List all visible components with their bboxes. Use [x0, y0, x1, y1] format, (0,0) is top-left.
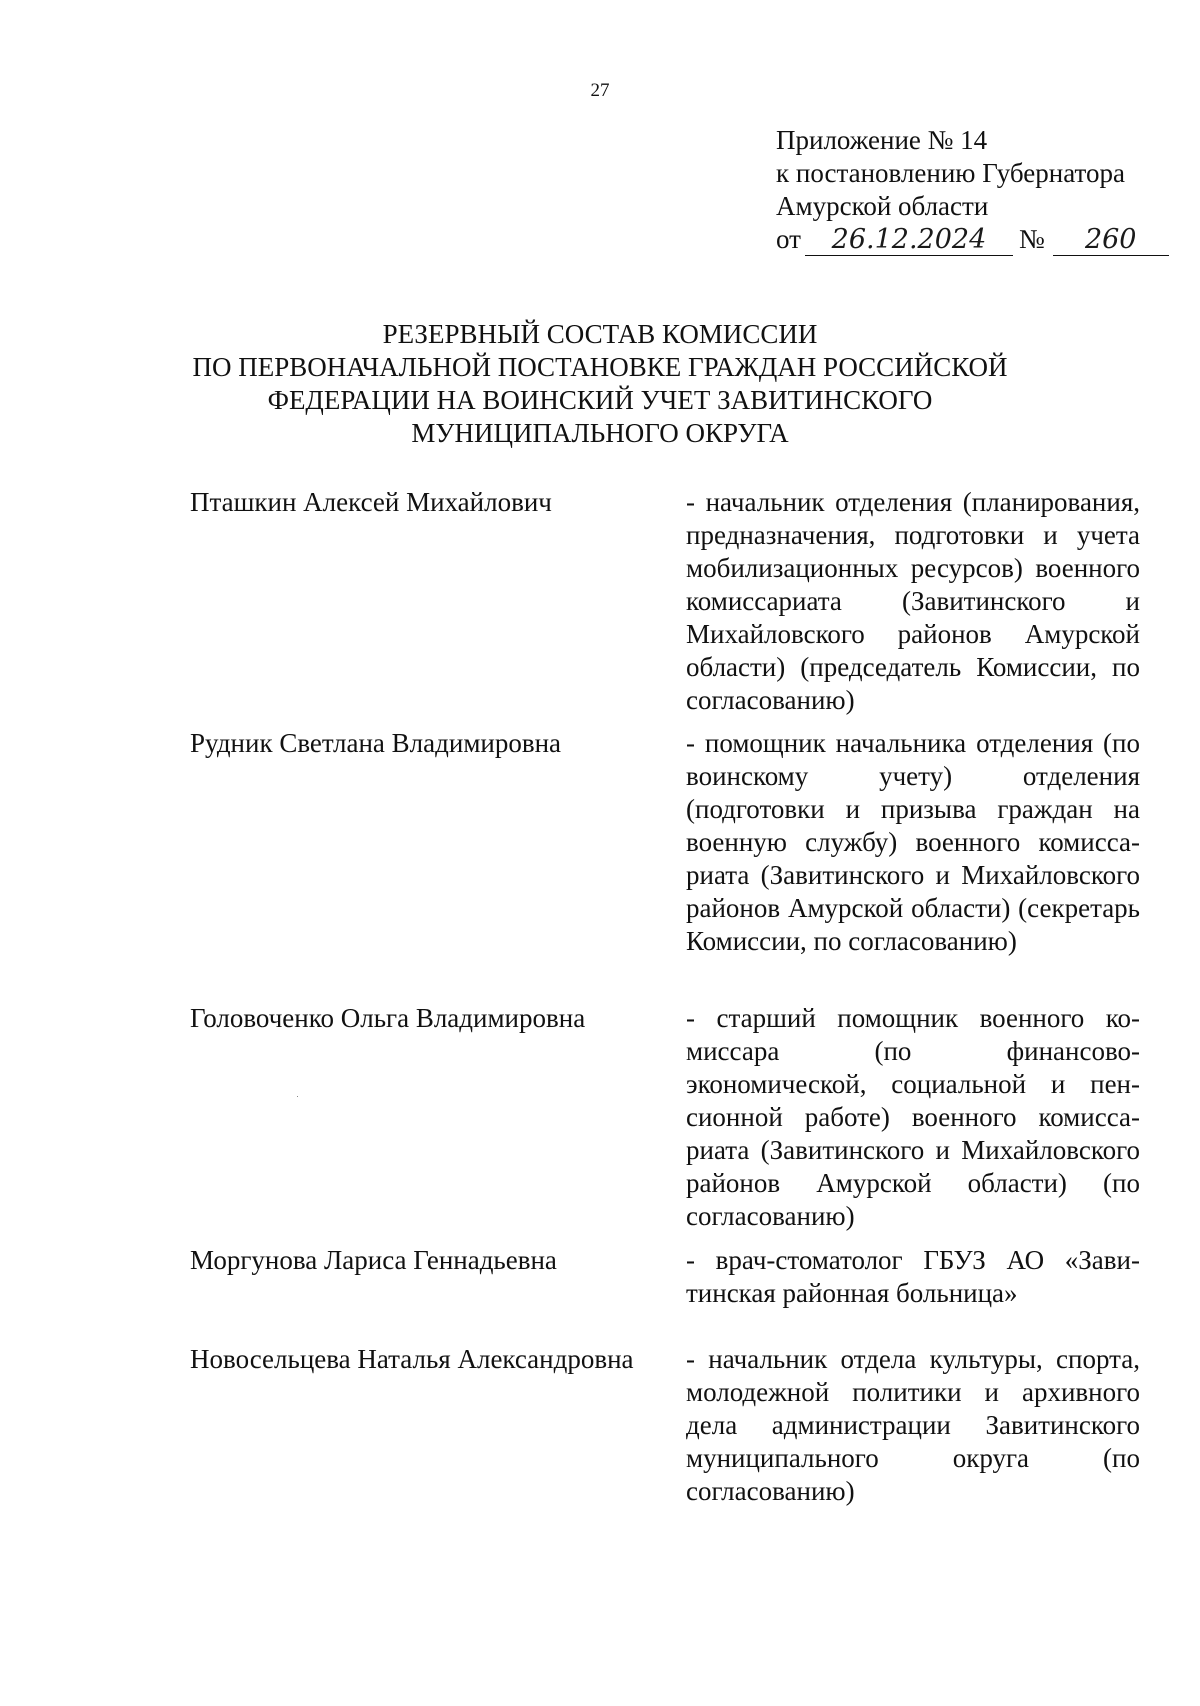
member-role: - начальник отделения (планирования, предназначения, подготовки и учета мобилизационных ресурсов) военного комиссариата (Завитинского и Михайловского районов Амурской области) (председатель Комиссии, по согласованию)	[686, 487, 1140, 715]
member-row	[190, 1343, 1140, 1508]
title-line-3: ФЕДЕРАЦИИ НА ВОИНСКИЙ УЧЕТ ЗАВИТИНСКОГО	[267, 385, 933, 415]
member-role: - старший помощник военного комиссара (по финансово-экономической, социальной и пенсионной работе) военного комиссариата (Завитинского и Михайловского районов Амурской области) (по согласованию)	[686, 1003, 1140, 1231]
member-name: Моргунова Лариса Геннадьевна	[190, 1245, 557, 1275]
member-role: - врач-стоматолог ГБУЗ АО «Завитинская районная больница»	[686, 1245, 1140, 1308]
appendix-signature-line	[776, 223, 1169, 256]
member-row	[190, 727, 1140, 1002]
appendix-block	[776, 124, 1169, 256]
scan-speck	[297, 1096, 298, 1097]
from-label: от	[776, 224, 801, 254]
title-line-1: РЕЗЕРВНЫЙ СОСТАВ КОМИССИИ	[382, 319, 818, 349]
member-row	[190, 1244, 1140, 1343]
member-name: Новосельцева Наталья Александровна	[190, 1344, 634, 1374]
members-list	[190, 486, 1140, 1508]
member-row	[190, 1002, 1140, 1244]
page-number: 27	[590, 80, 610, 101]
member-name: Пташкин Алексей Михайлович	[190, 487, 552, 517]
member-name: Головоченко Ольга Владимировна	[190, 1003, 586, 1033]
appendix-line-1: Приложение № 14	[776, 125, 988, 155]
title-line-4: МУНИЦИПАЛЬНОГО ОКРУГА	[411, 418, 789, 448]
member-name: Рудник Светлана Владимировна	[190, 728, 562, 758]
member-role: - помощник начальника отделения (по воинскому учету) отделения (подготовки и призыва граждан на военную службу) военного комиссариата (Завитинского и Михайловского районов Амурской области) (секретарь Комиссии, по согласованию)	[686, 728, 1140, 956]
appendix-line-2: к постановлению Губернатора	[776, 158, 1125, 188]
member-role: - начальник отдела культуры, спорта, молодежной политики и архивного дела администрации Завитинского муниципального округа (по согласованию)	[686, 1344, 1140, 1506]
appendix-line-3: Амурской области	[776, 191, 989, 221]
handwritten-date: 26.12.2024	[805, 225, 1013, 256]
handwritten-number: 260	[1053, 225, 1169, 256]
member-row	[190, 486, 1140, 727]
number-label: №	[1018, 224, 1045, 254]
title-line-2: ПО ПЕРВОНАЧАЛЬНОЙ ПОСТАНОВКЕ ГРАЖДАН РОССИЙСКОЙ	[192, 352, 1008, 382]
document-title	[0, 318, 1200, 450]
